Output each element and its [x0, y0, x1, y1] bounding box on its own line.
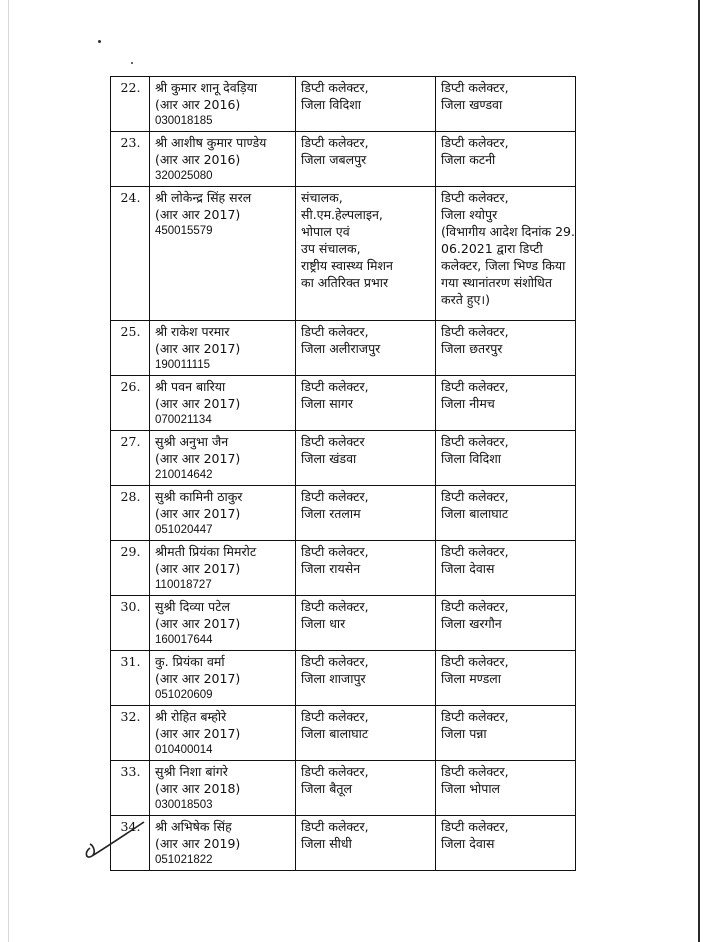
- current-posting-line: जिला बैतूल: [301, 781, 352, 796]
- table-row: [111, 321, 576, 376]
- officer-batch: (आर आर 2019): [155, 836, 241, 851]
- officer-name: सुश्री निशा बांगरे: [155, 764, 228, 779]
- current-posting-cell: [296, 321, 436, 376]
- serial-number: 32.: [111, 706, 150, 761]
- new-posting-line: डिप्टी कलेक्टर,: [441, 489, 509, 504]
- new-posting-line: 06.2021 द्वारा डिप्टी: [441, 241, 543, 256]
- new-posting-cell: [436, 596, 576, 651]
- current-posting-line: डिप्टी कलेक्टर,: [301, 544, 369, 559]
- officer-cell: [150, 431, 296, 486]
- serial-number: 22.: [111, 77, 150, 132]
- new-posting-cell: [436, 431, 576, 486]
- new-posting-line: जिला देवास: [441, 561, 495, 576]
- current-posting-line: सी.एम.हेल्पलाइन,: [301, 207, 383, 222]
- new-posting-line: करते हुए।): [441, 292, 490, 307]
- serial-number: 28.: [111, 486, 150, 541]
- new-posting-line: डिप्टी कलेक्टर,: [441, 324, 509, 339]
- table-row: [111, 486, 576, 541]
- serial-number: 30.: [111, 596, 150, 651]
- current-posting-cell: [296, 541, 436, 596]
- current-posting-line: जिला शाजापुर: [301, 671, 366, 686]
- new-posting-line: जिला छतरपुर: [441, 341, 503, 356]
- current-posting-line: डिप्टी कलेक्टर,: [301, 764, 369, 779]
- officer-cell: [150, 77, 296, 132]
- table-row: [111, 431, 576, 486]
- current-posting-line: जिला रतलाम: [301, 506, 361, 521]
- current-posting-cell: [296, 376, 436, 431]
- new-posting-cell: [436, 541, 576, 596]
- officer-batch: (आर आर 2017): [155, 671, 241, 686]
- new-posting-line: गया स्थानांतरण संशोधित: [441, 275, 552, 290]
- current-posting-line: डिप्टी कलेक्टर,: [301, 489, 369, 504]
- new-posting-line: डिप्टी कलेक्टर,: [441, 599, 509, 614]
- new-posting-line: जिला खण्डवा: [441, 97, 503, 112]
- current-posting-line: जिला रायसेन: [301, 561, 361, 576]
- new-posting-line: डिप्टी कलेक्टर,: [441, 135, 509, 150]
- current-posting-line: जिला सागर: [301, 396, 354, 411]
- current-posting-cell: [296, 761, 436, 816]
- table-row: [111, 651, 576, 706]
- serial-number: 34.: [111, 816, 150, 871]
- current-posting-line: जिला अलीराजपुर: [301, 341, 381, 356]
- officer-cell: [150, 651, 296, 706]
- officer-cell: [150, 761, 296, 816]
- officer-batch: (आर आर 2017): [155, 561, 241, 576]
- scan-speck: [98, 40, 101, 43]
- table-row: [111, 596, 576, 651]
- new-posting-line: जिला विदिशा: [441, 451, 501, 466]
- table-row: [111, 816, 576, 871]
- officer-name: सुश्री अनुभा जैन: [155, 434, 229, 449]
- current-posting-line: भोपाल एवं: [301, 224, 350, 239]
- officer-batch: (आर आर 2018): [155, 781, 241, 796]
- current-posting-cell: [296, 431, 436, 486]
- new-posting-cell: [436, 816, 576, 871]
- current-posting-line: राष्ट्रीय स्वास्थ्य मिशन: [301, 258, 393, 273]
- current-posting-line: संचालक,: [301, 190, 343, 205]
- officer-code: 010400014: [155, 744, 213, 756]
- officer-name: श्री पवन बारिया: [155, 379, 226, 394]
- new-posting-line: जिला पन्ना: [441, 726, 487, 741]
- new-posting-line: जिला खरगौन: [441, 616, 502, 631]
- current-posting-line: जिला विदिशा: [301, 97, 361, 112]
- current-posting-line: डिप्टी कलेक्टर,: [301, 80, 369, 95]
- new-posting-line: डिप्टी कलेक्टर,: [441, 379, 509, 394]
- current-posting-cell: [296, 816, 436, 871]
- new-posting-cell: [436, 132, 576, 187]
- current-posting-line: डिप्टी कलेक्टर: [301, 434, 365, 449]
- officer-batch: (आर आर 2017): [155, 341, 241, 356]
- serial-number: 26.: [111, 376, 150, 431]
- officer-code: 051020447: [155, 524, 213, 536]
- officer-batch: (आर आर 2017): [155, 396, 241, 411]
- officer-name: श्रीमती प्रियंका मिमरोट: [155, 544, 257, 559]
- new-posting-cell: [436, 486, 576, 541]
- officer-code: 190011115: [155, 359, 211, 371]
- current-posting-line: डिप्टी कलेक्टर,: [301, 599, 369, 614]
- new-posting-cell: [436, 77, 576, 132]
- new-posting-line: जिला देवास: [441, 836, 495, 851]
- table-row: [111, 132, 576, 187]
- current-posting-line: डिप्टी कलेक्टर,: [301, 819, 369, 834]
- new-posting-line: जिला मण्डला: [441, 671, 502, 686]
- new-posting-line: (विभागीय आदेश दिनांक 29.: [441, 224, 575, 239]
- officer-name: कु. प्रियंका वर्मा: [155, 654, 225, 669]
- officer-name: श्री लोकेन्द्र सिंह सरल: [155, 190, 252, 205]
- serial-number: 27.: [111, 431, 150, 486]
- new-posting-line: डिप्टी कलेक्टर,: [441, 819, 509, 834]
- page-edge-right: [698, 0, 700, 942]
- new-posting-cell: [436, 376, 576, 431]
- current-posting-line: जिला बालाघाट: [301, 726, 369, 741]
- new-posting-line: जिला कटनी: [441, 152, 496, 167]
- new-posting-line: कलेक्टर, जिला भिण्ड किया: [441, 258, 566, 273]
- officer-cell: [150, 706, 296, 761]
- officer-code: 051021822: [155, 854, 213, 866]
- new-posting-line: डिप्टी कलेक्टर,: [441, 709, 509, 724]
- officer-batch: (आर आर 2017): [155, 726, 241, 741]
- officer-cell: [150, 321, 296, 376]
- new-posting-line: डिप्टी कलेक्टर,: [441, 764, 509, 779]
- officer-code: 030018185: [155, 115, 213, 127]
- officer-name: सुश्री कामिनी ठाकुर: [155, 489, 243, 504]
- table-body: [111, 77, 576, 871]
- current-posting-line: डिप्टी कलेक्टर,: [301, 324, 369, 339]
- officer-name: श्री अभिषेक सिंह: [155, 819, 232, 834]
- officer-batch: (आर आर 2017): [155, 207, 241, 222]
- page-edge-left: [8, 0, 9, 942]
- current-posting-line: का अतिरिक्त प्रभार: [301, 275, 389, 290]
- officer-name: सुश्री दिव्या पटेल: [155, 599, 230, 614]
- officer-cell: [150, 486, 296, 541]
- officer-code: 110018727: [155, 579, 212, 591]
- officer-batch: (आर आर 2017): [155, 506, 241, 521]
- current-posting-line: जिला खंडवा: [301, 451, 357, 466]
- current-posting-line: डिप्टी कलेक्टर,: [301, 709, 369, 724]
- officer-code: 160017644: [155, 634, 213, 646]
- serial-number: 23.: [111, 132, 150, 187]
- table-row: [111, 187, 576, 321]
- officer-batch: (आर आर 2017): [155, 616, 241, 631]
- officer-code: 051020609: [155, 689, 213, 701]
- table-row: [111, 541, 576, 596]
- serial-number: 25.: [111, 321, 150, 376]
- officer-cell: [150, 596, 296, 651]
- officer-code: 210014642: [155, 469, 213, 481]
- officer-batch: (आर आर 2017): [155, 451, 241, 466]
- officer-code: 070021134: [155, 414, 212, 426]
- new-posting-cell: [436, 187, 576, 321]
- table-row: [111, 77, 576, 132]
- officer-cell: [150, 132, 296, 187]
- officer-cell: [150, 541, 296, 596]
- officer-batch: (आर आर 2016): [155, 152, 241, 167]
- current-posting-line: जिला सीधी: [301, 836, 352, 851]
- new-posting-line: डिप्टी कलेक्टर,: [441, 654, 509, 669]
- current-posting-line: जिला धार: [301, 616, 346, 631]
- serial-number: 33.: [111, 761, 150, 816]
- new-posting-line: जिला बालाघाट: [441, 506, 509, 521]
- officer-cell: [150, 816, 296, 871]
- serial-number: 31.: [111, 651, 150, 706]
- table-row: [111, 376, 576, 431]
- new-posting-cell: [436, 321, 576, 376]
- new-posting-line: डिप्टी कलेक्टर,: [441, 434, 509, 449]
- officer-code: 450015579: [155, 225, 213, 237]
- current-posting-cell: [296, 187, 436, 321]
- current-posting-cell: [296, 132, 436, 187]
- current-posting-cell: [296, 596, 436, 651]
- table-row: [111, 706, 576, 761]
- serial-number: 29.: [111, 541, 150, 596]
- officer-name: श्री आशीष कुमार पाण्डेय: [155, 135, 267, 150]
- new-posting-line: डिप्टी कलेक्टर,: [441, 80, 509, 95]
- new-posting-line: जिला भोपाल: [441, 781, 501, 796]
- current-posting-cell: [296, 651, 436, 706]
- new-posting-line: डिप्टी कलेक्टर,: [441, 190, 509, 205]
- new-posting-cell: [436, 761, 576, 816]
- current-posting-line: डिप्टी कलेक्टर,: [301, 654, 369, 669]
- current-posting-cell: [296, 486, 436, 541]
- officer-batch: (आर आर 2016): [155, 97, 241, 112]
- new-posting-line: जिला श्योपुर: [441, 207, 498, 222]
- current-posting-line: उप संचालक,: [301, 241, 361, 256]
- officer-cell: [150, 187, 296, 321]
- officer-name: श्री रोहित बम्होरे: [155, 709, 227, 724]
- current-posting-cell: [296, 706, 436, 761]
- officer-code: 030018503: [155, 799, 213, 811]
- serial-number: 24.: [111, 187, 150, 321]
- new-posting-line: जिला नीमच: [441, 396, 495, 411]
- officer-name: श्री राकेश परमार: [155, 324, 230, 339]
- officer-code: 320025080: [155, 170, 213, 182]
- table-row: [111, 761, 576, 816]
- new-posting-cell: [436, 651, 576, 706]
- new-posting-line: डिप्टी कलेक्टर,: [441, 544, 509, 559]
- transfer-order-table: [110, 76, 576, 871]
- officer-cell: [150, 376, 296, 431]
- current-posting-cell: [296, 77, 436, 132]
- scan-speck: [131, 62, 133, 64]
- current-posting-line: जिला जबलपुर: [301, 152, 367, 167]
- officer-name: श्री कुमार शानू देवड़िया: [155, 80, 258, 95]
- current-posting-line: डिप्टी कलेक्टर,: [301, 135, 369, 150]
- signature-mark: [78, 820, 148, 870]
- new-posting-cell: [436, 706, 576, 761]
- current-posting-line: डिप्टी कलेक्टर,: [301, 379, 369, 394]
